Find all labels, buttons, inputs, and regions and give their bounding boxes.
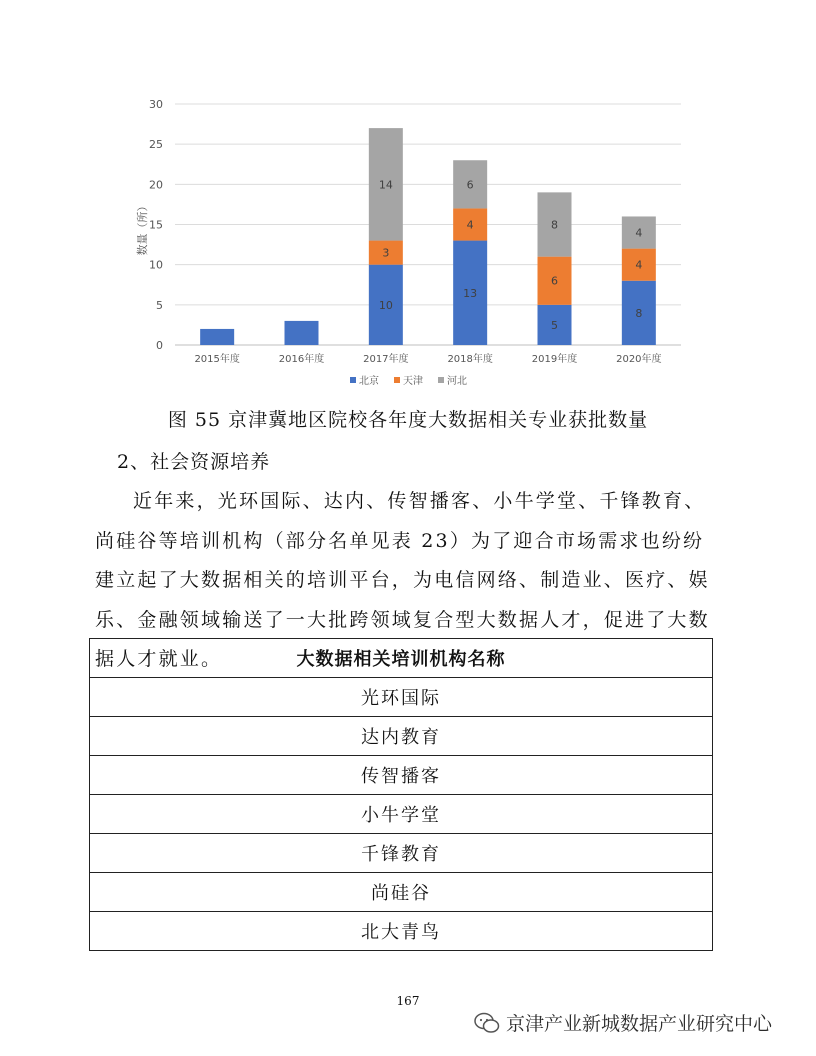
table-cell: 达内教育 <box>90 717 713 756</box>
data-label: 14 <box>378 178 393 192</box>
table-cell: 小牛学堂 <box>90 795 713 834</box>
table-row <box>90 717 713 756</box>
stacked-bar-chart <box>0 0 816 400</box>
y-axis-ticks <box>149 98 163 352</box>
legend-label: 河北 <box>447 376 467 387</box>
y-tick-label: 5 <box>156 298 163 312</box>
table-cell: 尚硅谷 <box>90 873 713 912</box>
table-cell: 传智播客 <box>90 756 713 795</box>
bar-segment <box>285 321 319 345</box>
legend-label: 北京 <box>359 376 379 387</box>
wechat-icon <box>474 1012 500 1034</box>
y-tick-label: 0 <box>156 339 163 352</box>
data-label: 3 <box>382 246 390 260</box>
data-label: 6 <box>466 178 474 192</box>
source-watermark-text: 京津产业新城数据产业研究中心 <box>506 1013 773 1035</box>
data-label: 10 <box>378 298 393 312</box>
legend-swatch <box>350 377 356 383</box>
legend-swatch <box>438 377 444 383</box>
table-row <box>90 678 713 717</box>
x-tick-label: 2016年度 <box>278 354 325 365</box>
table-header: 大数据相关培训机构名称 <box>90 639 713 678</box>
figure-caption: 图 55 京津冀地区院校各年度大数据相关专业获批数量 <box>167 409 649 431</box>
page-number: 167 <box>396 994 420 1008</box>
source-watermark <box>474 1009 772 1036</box>
data-label: 8 <box>551 218 558 232</box>
table-cell: 光环国际 <box>90 678 713 717</box>
x-tick-label: 2018年度 <box>447 354 493 365</box>
table-row <box>90 795 713 834</box>
legend-swatch <box>394 377 400 383</box>
table-row <box>90 834 713 873</box>
body-paragraph: 近年来，光环国际、达内、传智播客、小牛学堂、千锋教育、尚硅谷等培训机构（部分名单见表 23）为了迎合市场需求也纷纷建立起了大数据相关的培训平台，为电信网络、制造业、医疗、娱乐、金融领域输送了一大批跨领域复合型大数据人才，促进了大数据人才就业。 <box>95 490 710 670</box>
table-row <box>90 912 713 951</box>
data-label: 13 <box>463 286 478 300</box>
table-cell: 北大青鸟 <box>90 912 713 951</box>
chart-gridlines <box>175 104 681 345</box>
chart-bars <box>200 128 656 345</box>
chart-legend <box>350 374 467 387</box>
training-org-table <box>89 638 713 951</box>
x-tick-label: 2020年度 <box>616 354 662 365</box>
y-tick-label: 30 <box>149 98 163 111</box>
x-tick-label: 2019年度 <box>531 354 578 365</box>
data-label: 5 <box>551 318 558 332</box>
table-cell: 千锋教育 <box>90 834 713 873</box>
legend-label: 天津 <box>403 376 423 387</box>
y-tick-label: 25 <box>149 138 163 152</box>
y-tick-label: 20 <box>149 178 163 192</box>
table-row <box>90 873 713 912</box>
bar-segment <box>200 329 234 345</box>
y-tick-label: 15 <box>149 218 163 232</box>
x-tick-label: 2017年度 <box>363 354 409 365</box>
y-axis-label: 数量（所） <box>136 200 149 256</box>
data-label: 6 <box>551 274 558 288</box>
section-heading: 2、社会资源培养 <box>117 451 271 473</box>
data-label: 4 <box>635 226 643 240</box>
table-row <box>90 756 713 795</box>
x-axis-ticks <box>194 352 661 365</box>
data-label: 8 <box>635 306 643 320</box>
y-tick-label: 10 <box>149 258 163 272</box>
data-label: 4 <box>635 258 643 272</box>
data-label: 4 <box>466 218 474 232</box>
x-tick-label: 2015年度 <box>194 354 240 365</box>
